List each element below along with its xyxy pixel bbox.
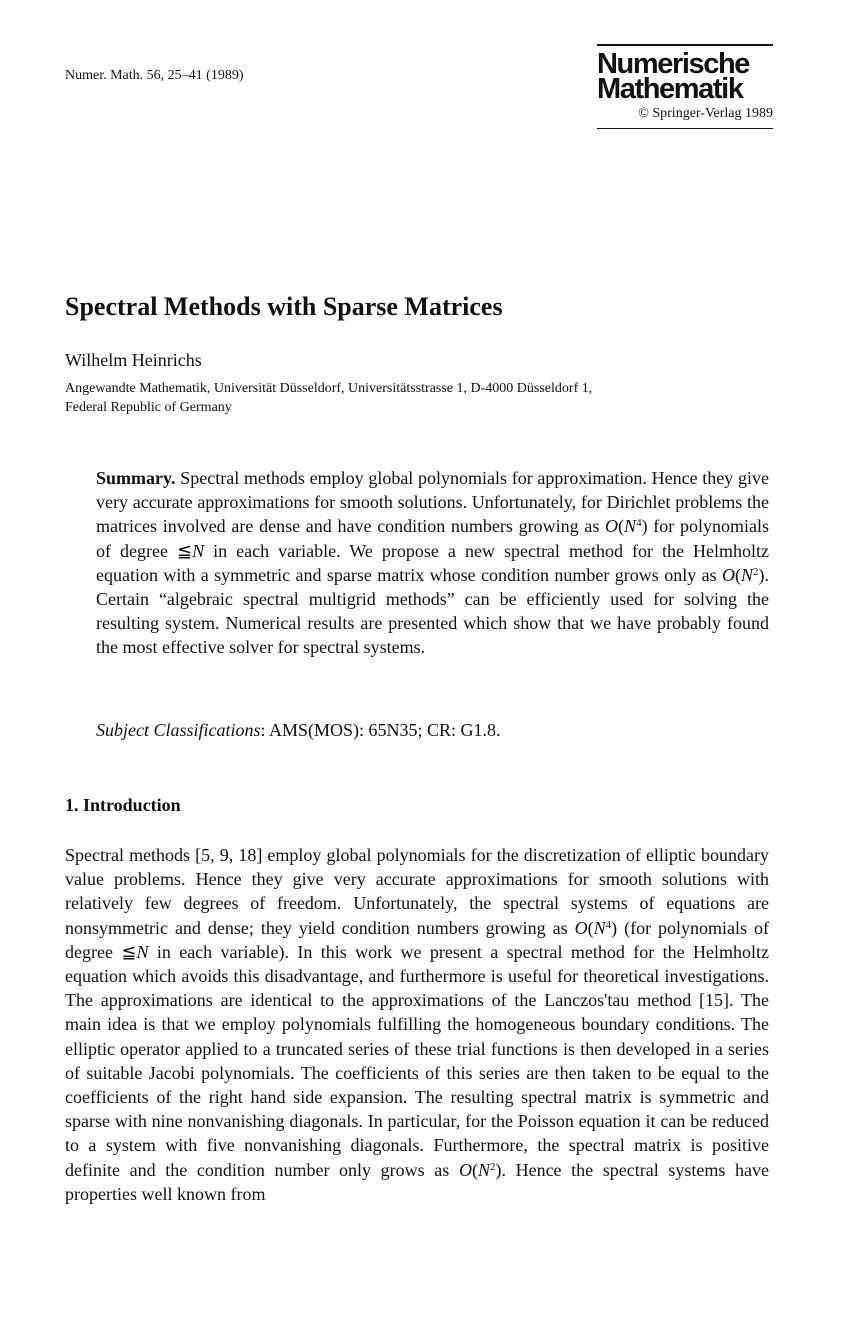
summary-label: Summary. <box>96 468 176 488</box>
journal-name <box>597 46 773 105</box>
abstract-summary: Summary. Spectral methods employ global polynomials for approximation. Hence they give very accurate approximations for smooth solutions. Unfortunately, for Dirichlet problems the matrices involved are dense and have condition numbers growing as $O(N^4)$ for polynomials of degree ≦N in each variable. We propose a new spectral method for the Helmholtz equation with a symmetric and sparse matrix whose condition number grows only as $O(N^2)$. Certain “algebraic spectral multigrid methods” can be efficiently used for solving the resulting system. Numerical results are presented which show that we have probably found the most effective solver for spectral systems. <box>96 468 769 658</box>
subject-classifications-value: : AMS(MOS): 65N35; CR: G1.8. <box>260 720 501 740</box>
journal-masthead <box>597 44 773 129</box>
subject-classifications-label: Subject Classifications <box>96 720 261 740</box>
subject-classifications <box>96 720 501 741</box>
article-title: Spectral Methods with Sparse Matrices <box>65 292 503 321</box>
affiliation-line1: Angewandte Mathematik, Universität Düsseldorf, Universitätsstrasse 1, D-4000 Düsseldorf 1, <box>65 381 593 396</box>
journal-name-line2: Mathematik <box>597 72 743 105</box>
author-affiliation <box>65 379 765 417</box>
journal-citation: Numer. Math. 56, 25–41 (1989) <box>65 68 244 83</box>
masthead-bottom-rule <box>597 128 773 130</box>
introduction-paragraph: Spectral methods [5, 9, 18] employ global polynomials for the discretization of elliptic boundary value problems. Hence they give very accurate approximations for smooth solutions with relatively few degrees of freedom. Unfortunately, the spectral systems of equations are nonsymmetric and dense; they yield condition numbers growing as $O(N^4)$ (for polynomials of degree ≦N in each variable). In this work we present a spectral method for the Helmholtz equation which avoids this disadvantage, and furthermore is useful for theoretical investigations. The approximations are identical to the approximations of the Lanczos'tau method [15]. The main idea is that we employ polynomials fulfilling the homogeneous boundary conditions. The elliptic operator applied to a truncated series of these trial functions is then developed in a series of suitable Jacobi polynomials. The coefficients of this series are then taken to be equal to the coefficients of the right hand side expansion. The resulting spectral matrix is symmetric and sparse with nine nonvanishing diagonals. In particular, for the Poisson equation it can be reduced to a system with five nonvanishing diagonals. Furthermore, the spectral matrix is positive definite and the condition number only grows as $O(N^2)$. Hence the spectral systems have properties well known from <box>65 845 769 1204</box>
section-heading-introduction: 1. Introduction <box>65 795 181 815</box>
affiliation-line2: Federal Republic of Germany <box>65 400 232 415</box>
publisher-copyright: © Springer-Verlag 1989 <box>638 105 773 121</box>
author-name: Wilhelm Heinrichs <box>65 350 202 370</box>
journal-name-line1: Numerische <box>597 47 750 80</box>
